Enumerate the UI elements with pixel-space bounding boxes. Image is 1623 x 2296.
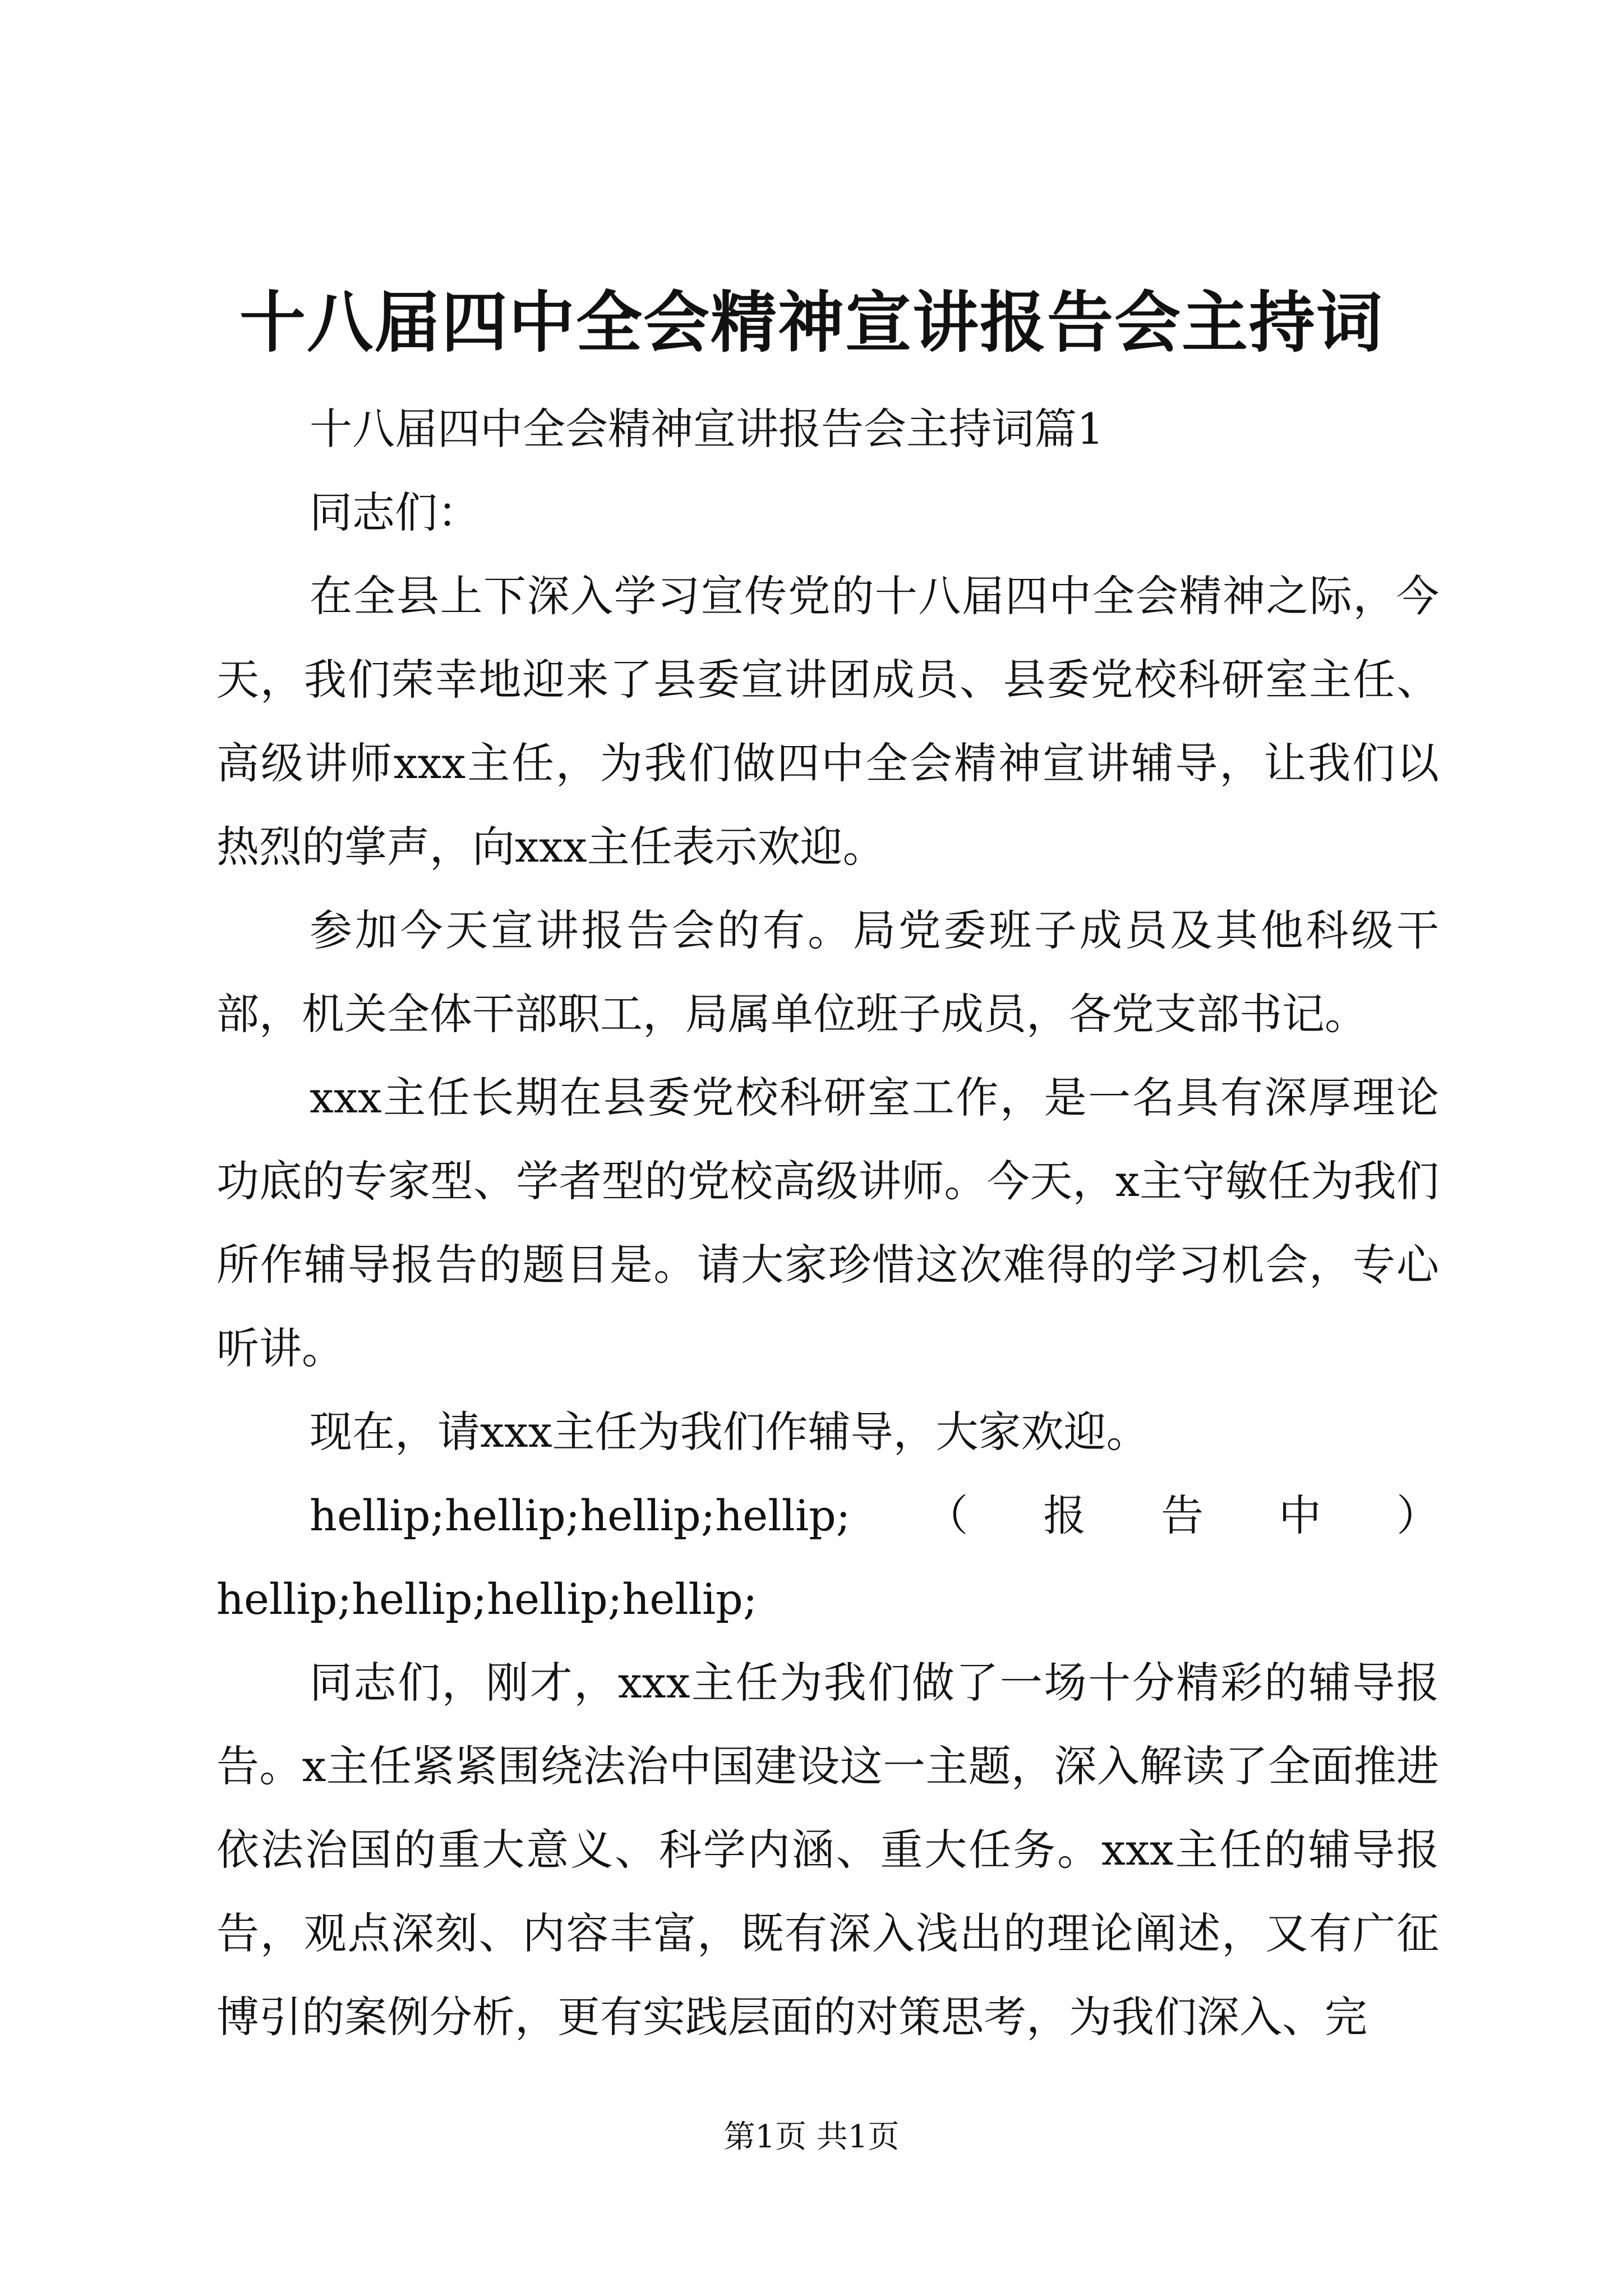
ellipsis-line-first bbox=[216, 1474, 1439, 1557]
document-title: 十八届四中全会精神宣讲报告会主持词 bbox=[239, 283, 1384, 361]
paragraph-invitation: 现在，请xxx主任为我们作辅导，大家欢迎。 bbox=[310, 1407, 1149, 1457]
paragraph-subtitle: 十八届四中全会精神宣讲报告会主持词篇1 bbox=[310, 404, 1104, 454]
ellipsis-bracket-close: ） bbox=[1396, 1490, 1439, 1540]
paragraph-speaker-intro: xxx主任长期在县委党校科研室工作，是一名具有深厚理论功底的专家型、学者型的党校高级讲师。今天，x主守敏任为我们所作辅导报告的题目是。请大家珍惜这次难得的学习机会，专心听讲。 bbox=[216, 1073, 1439, 1373]
ellipsis-bracket-open: （ bbox=[925, 1490, 969, 1540]
ellipsis-char-2: 告 bbox=[1161, 1490, 1204, 1540]
ellipsis-char-3: 中 bbox=[1279, 1490, 1322, 1540]
page-footer: 第1页 共1页 bbox=[723, 2119, 900, 2155]
ellipsis-char-1: 报 bbox=[1043, 1490, 1086, 1540]
document-body bbox=[216, 387, 1439, 2059]
paragraph-closing: 同志们，刚才，xxx主任为我们做了一场十分精彩的辅导报告。x主任紧紧围绕法治中国建设这一主题，深入解读了全面推进依法治国的重大意义、科学内涵、重大任务。xxx主任的辅导报告，观点深刻、内容丰富，既有深入浅出的理论阐述，又有广征博引的案例分析，更有实践层面的对策思考，为我们深入、完 bbox=[216, 1658, 1439, 2042]
ellipsis-lead: hellip;hellip;hellip;hellip; bbox=[310, 1490, 851, 1540]
paragraph-welcome: 在全县上下深入学习宣传党的十八届四中全会精神之际，今天，我们荣幸地迎来了县委宣讲团成员、县委党校科研室主任、高级讲师xxx主任，为我们做四中全会精神宣讲辅导，让我们以热烈的掌声，向xxx主任表示欢迎。 bbox=[216, 571, 1439, 872]
paragraph-salutation: 同志们： bbox=[310, 487, 480, 537]
ellipsis-report-line bbox=[216, 1474, 1439, 1641]
paragraph-attendees: 参加今天宣讲报告会的有。局党委班子成员及其他科级干部，机关全体干部职工，局属单位班子成员，各党支部书记。 bbox=[216, 905, 1439, 1039]
ellipsis-tail: hellip;hellip;hellip;hellip; bbox=[216, 1574, 758, 1624]
